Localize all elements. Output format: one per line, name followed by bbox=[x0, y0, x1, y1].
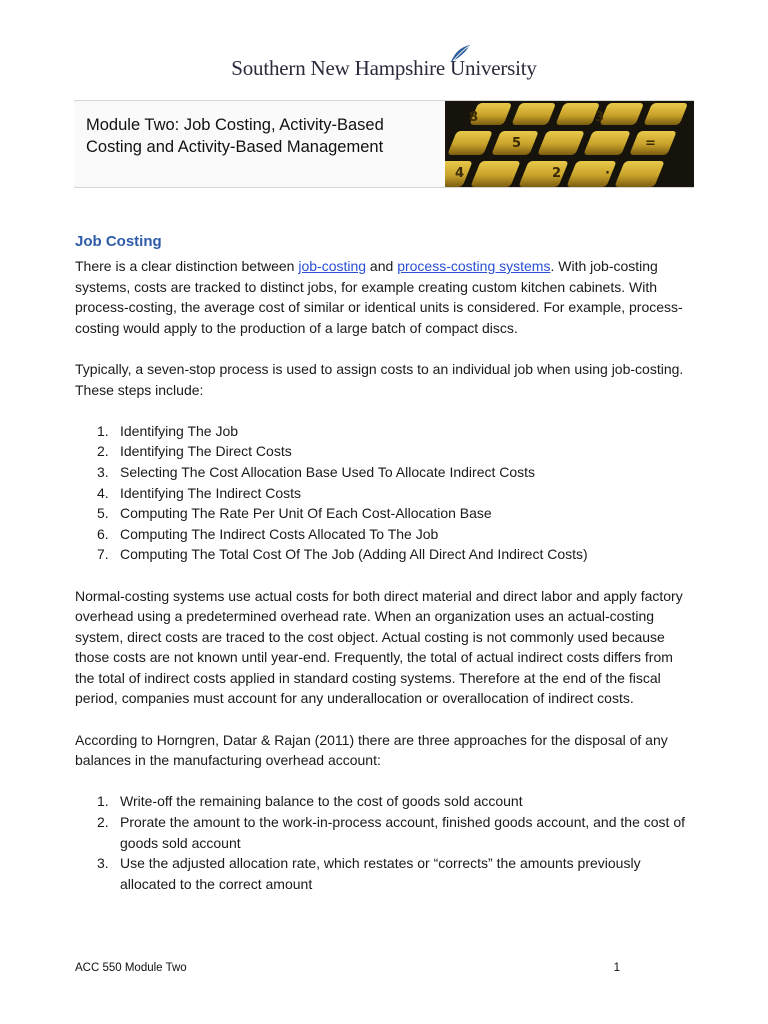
svg-text:2: 2 bbox=[552, 166, 562, 181]
document-body bbox=[75, 232, 693, 894]
module-title bbox=[86, 114, 426, 158]
module-title-line2: Costing and Activity-Based Management bbox=[86, 138, 384, 156]
page-number: 1 bbox=[613, 962, 620, 974]
calculator-keys-image bbox=[445, 101, 694, 187]
module-title-line1: Module Two: Job Costing, Activity-Based bbox=[86, 116, 384, 134]
list-item: 5. Computing The Rate Per Unit Of Each Cost-Allocation Base bbox=[97, 505, 492, 522]
svg-text:·: · bbox=[605, 166, 610, 181]
intro-text-3: . With job-costing systems, costs are tracked to distinct jobs, for example creating custom kitchen cabinets. With process-costing, the average cost of similar or identical units is considered. For example, process-costing would apply to the production of a large batch of compact discs. bbox=[75, 258, 683, 336]
approaches-intro-paragraph: According to Horngren, Datar & Rajan (2011) there are three approaches for the disposal of any balances in the manufacturing overhead account: bbox=[75, 731, 668, 769]
intro-text-1: There is a clear distinction between bbox=[75, 258, 299, 274]
university-logo bbox=[0, 44, 768, 81]
list-item: 2. Prorate the amount to the work-in-process account, finished goods account, and the cost of goods sold account bbox=[97, 814, 685, 851]
section-heading: Job Costing bbox=[75, 233, 162, 250]
steps-list bbox=[75, 421, 693, 565]
process-costing-link[interactable]: process-costing systems bbox=[397, 258, 551, 274]
module-banner bbox=[74, 100, 694, 188]
list-item: 7. Computing The Total Cost Of The Job (Adding All Direct And Indirect Costs) bbox=[97, 546, 588, 563]
university-name: Southern New Hampshire University bbox=[231, 56, 537, 80]
list-item: 3. Selecting The Cost Allocation Base Used To Allocate Indirect Costs bbox=[97, 463, 536, 480]
leaf-icon bbox=[449, 44, 471, 64]
list-item: 6. Computing The Indirect Costs Allocated To The Job bbox=[97, 525, 439, 542]
job-costing-link[interactable]: job-costing bbox=[298, 258, 367, 274]
steps-intro-paragraph: Typically, a seven-stop process is used to assign costs to an individual job when using job-costing. These steps include: bbox=[75, 360, 684, 398]
footer-course-label: ACC 550 Module Two bbox=[75, 962, 187, 974]
page-footer bbox=[75, 962, 620, 974]
intro-paragraph bbox=[75, 256, 693, 338]
intro-text-2: and bbox=[366, 258, 398, 274]
svg-text:8: 8 bbox=[469, 110, 479, 125]
svg-text:5: 5 bbox=[512, 136, 522, 151]
svg-text:4: 4 bbox=[455, 166, 465, 181]
list-item: 4. Identifying The Indirect Costs bbox=[97, 484, 302, 501]
svg-text:3: 3 bbox=[595, 110, 605, 125]
normal-costing-paragraph: Normal-costing systems use actual costs for both direct material and direct labor and apply factory overhead using a predetermined overhead rate. When an organization uses an actual-costing system, direct costs are traced to the cost object. Actual costing is not commonly used because those costs are not known until year-end. Frequently, the total of actual indirect costs differs from the total of indirect costs applied in standard costing systems. Therefore at the end of the fiscal period, companies must account for any underallocation or overallocation of indirect costs. bbox=[75, 587, 683, 707]
list-item: 3. Use the adjusted allocation rate, which restates or “corrects” the amounts previously allocated to the correct amount bbox=[97, 855, 641, 892]
list-item: 1. Identifying The Job bbox=[97, 422, 239, 439]
svg-text:=: = bbox=[645, 136, 656, 151]
list-item: 1. Write-off the remaining balance to the cost of goods sold account bbox=[97, 793, 523, 810]
list-item: 2. Identifying The Direct Costs bbox=[97, 443, 292, 460]
approaches-list bbox=[75, 791, 693, 894]
